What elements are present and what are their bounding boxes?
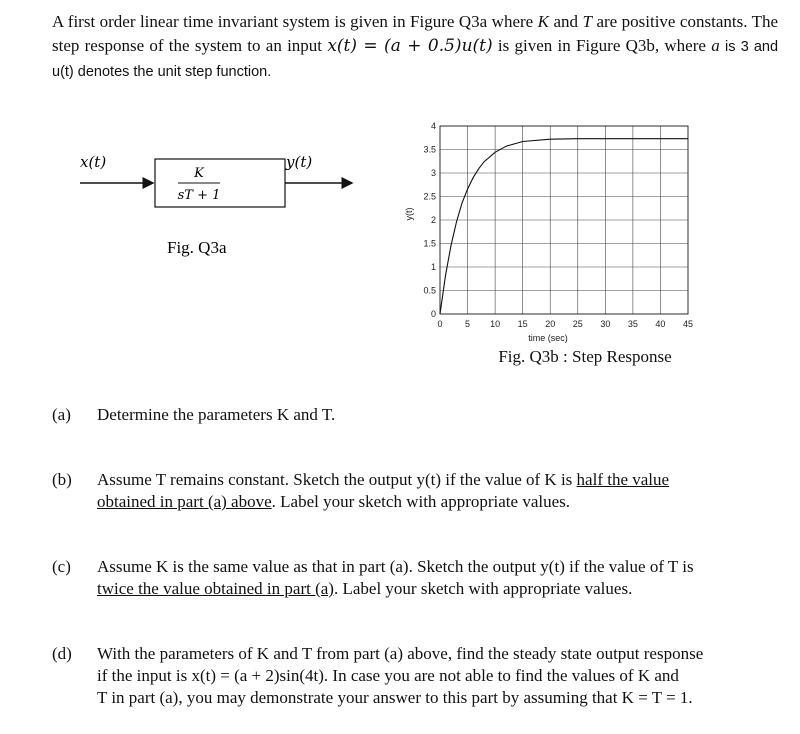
question-d-line2: if the input is x(t) = (a + 2)sin(4t). In case you are not able to find the values of K and [97, 666, 679, 685]
question-d-line3: T in part (a), you may demonstrate your answer to this part by assuming that K = T = 1. [97, 688, 693, 707]
question-c-line1: Assume K is the same value as that in part (a). Sketch the output y(t) if the value of T is [97, 557, 694, 576]
x-tick-label: 5 [465, 319, 471, 329]
question-c-label: (c) [52, 557, 71, 576]
denominator: sT + 1 [177, 188, 221, 203]
fig-q3b-caption: Fig. Q3b : Step Response [498, 347, 672, 366]
question-b-underline-2: obtained in part (a) above [97, 492, 272, 511]
numerator: K [194, 166, 204, 181]
question-d-line1: With the parameters of K and T from part (a) above, find the steady state output response [97, 644, 704, 663]
fig-q3a-caption: Fig. Q3a [167, 238, 227, 257]
var-t: T [582, 12, 592, 31]
intro-and: and [553, 12, 579, 31]
output-label: y(t) [286, 153, 313, 171]
chart-grid [440, 126, 688, 314]
x-tick-label: 15 [517, 319, 528, 329]
y-tick-label: 1.5 [423, 238, 436, 249]
y-tick-label: 0.5 [423, 285, 436, 296]
question-c-underline: twice the value obtained in part (a) [97, 579, 334, 598]
y-tick-label: 1 [430, 262, 436, 272]
y-tick-label: 4 [430, 121, 436, 131]
x-tick-label: 30 [600, 319, 611, 329]
x-tick-label: 25 [572, 319, 583, 329]
question-c-line2: . Label your sketch with appropriate values. [333, 579, 633, 598]
question-b [52, 469, 778, 515]
intro-text-1: A first order linear time invariant system is given in Figure Q3a where [52, 12, 534, 31]
y-tick-label: 0 [430, 309, 436, 319]
x-tick-label: 20 [545, 319, 556, 329]
intro-paragraph [52, 10, 778, 84]
x-tick-label: 10 [490, 319, 501, 329]
y-tick-label: 3 [430, 168, 436, 178]
intro-note: 3 and u(t) denotes the unit step function. [52, 39, 779, 80]
x-axis-label: time (sec) [528, 333, 568, 343]
step-response-curve [440, 139, 688, 314]
y-tick-label: 2.5 [423, 191, 436, 202]
input-label: x(t) [80, 153, 107, 171]
var-a: a [711, 36, 720, 55]
question-d [52, 643, 778, 711]
question-b-line2: . Label your sketch with appropriate values. [271, 492, 571, 511]
y-tick-label: 2 [430, 215, 436, 225]
question-b-line1: Assume T remains constant. Sketch the output y(t) if the value of K is [97, 470, 573, 489]
y-axis-label: y(t) [404, 207, 414, 221]
intro-text-2: are positive constants. The step response of the system to an input [52, 12, 779, 55]
chart-ticks [423, 121, 693, 329]
x-tick-label: 0 [437, 319, 443, 329]
question-a [52, 404, 778, 428]
x-tick-label: 35 [627, 319, 638, 329]
intro-text-4: is [724, 39, 736, 55]
intro-text-3: is given in Figure Q3b, where [497, 36, 706, 55]
input-expression: x(t) = (a + 0.5)u(t) [327, 36, 493, 56]
step-response-chart [395, 110, 715, 370]
question-b-label: (b) [52, 470, 72, 489]
var-k: K [537, 12, 550, 31]
question-a-label: (a) [52, 405, 71, 424]
question-c [52, 556, 778, 602]
question-a-text: Determine the parameters K and T. [97, 405, 336, 424]
y-tick-label: 3.5 [423, 144, 436, 155]
x-tick-label: 45 [682, 319, 694, 329]
question-b-underline-1: half the value [576, 470, 670, 489]
question-d-label: (d) [52, 644, 72, 663]
x-tick-label: 40 [655, 319, 666, 329]
block-diagram [60, 140, 360, 280]
